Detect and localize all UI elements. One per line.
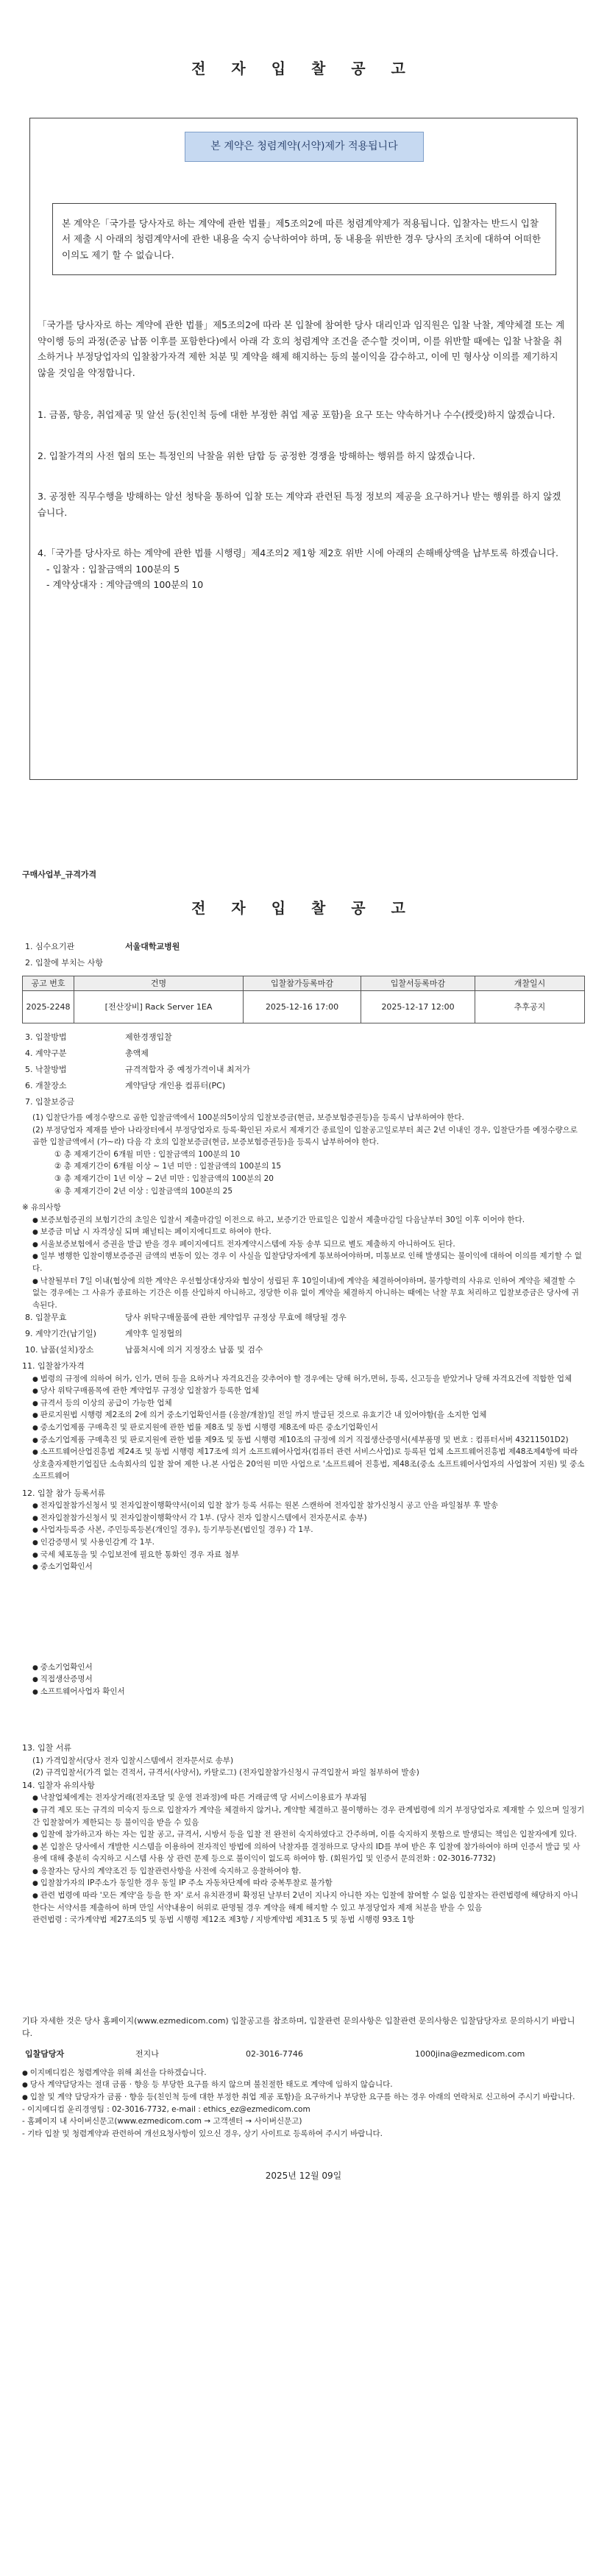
info-label: 3. 입찰방법 bbox=[25, 1032, 67, 1043]
integrity-contract-section bbox=[29, 29, 578, 780]
info-value: 납품처시에 의거 지정장소 납품 및 검수 bbox=[125, 1345, 263, 1355]
pledge-item-4 bbox=[38, 545, 569, 593]
contact-table bbox=[22, 2045, 585, 2062]
bid-items-label: 2. 입찰에 부치는 사항 bbox=[25, 958, 103, 968]
info-value: 당사 위탁구매물품에 관한 계약업무 규정상 무효에 해당될 경우 bbox=[125, 1313, 347, 1323]
registration-doc-item: ● 중소기업확인서 bbox=[22, 1561, 585, 1573]
info-label: 8. 입찰무효 bbox=[25, 1313, 67, 1323]
contact-row bbox=[22, 2045, 585, 2062]
note-item: ● 낙찰될부터 7일 이내(협상에 의한 계약은 우선협상대상자와 협상이 성립된 후 10일이내)에 계약을 체결하여야하며, 불가항력의 사유로 인하여 계약을 체결할 수 없는 경우에는 그 사유가 종료하는 기간은 이를 산입하지 아니하고, 정당한 이유 없이 계약을 체결하지 아니하는 때에는 낙찰 무효 처리하고 입찰보증금은 당사에 귀속된다. bbox=[22, 1275, 585, 1312]
registration-doc-item: ● 전자입찰참가신청서 및 전자입찰이행확약서(이외 입찰 참가 등록 서류는 원본 스캔하여 전자입찰 참가신청시 공고 안을 파일첨부 후 발송 bbox=[22, 1500, 585, 1512]
col-header: 입찰서등록마감 bbox=[361, 976, 475, 991]
integrity-title: 전 자 입 찰 공 고 bbox=[191, 60, 416, 77]
contact-name: 전지나 bbox=[135, 2048, 159, 2059]
note-item: ● 보증보험증권의 보험기간의 초일은 입찰서 제출마감일 이전으로 하고, 보증기간 만료일은 입찰서 제출마감일 다음날부터 30일 이후 이어야 한다. bbox=[22, 1214, 585, 1227]
pledge-intro: 「국가를 당사자로 하는 계약에 관한 법률」제5조의2에 따라 본 입찰에 참여한 당사 대리인과 임직원은 입찰 낙찰, 계약체결 또는 계약이행 등의 과정(준공 납품 이후를 포함한다)에서 아래 각 호의 청렴계약 조건을 준수할 것이며, 이를 위반할 때에는 입찰 낙찰을 취소하거나 부정당업자의 입찰참가자격 제한 처분 및 계약을 해제 해지하는 등의 불이익을 감수하고, 이에 민 형사상 이의를 제기하지 않을 것임을 약정합니다. bbox=[38, 319, 565, 378]
info-value: 제한경쟁입찰 bbox=[125, 1032, 172, 1043]
pledge-item-4-text: 4.「국가를 당사자로 하는 계약에 관한 법률 시행령」제4조의2 제1항 제2호 위반 시에 아래의 손해배상액을 납부토록 하겠습니다. bbox=[38, 547, 558, 558]
caution-item: 관련법령 : 국가계약법 제27조의5 및 동법 시행령 제12조 제3항 / 지방계약법 제31조 5 및 동법 시행령 93조 1항 bbox=[32, 1915, 415, 1925]
deposit-rate: ④ 총 제재기간이 2년 이상 : 입찰금액의 100분의 25 bbox=[54, 1186, 233, 1196]
info-row bbox=[22, 1047, 585, 1063]
table-cell: 2025-12-17 12:00 bbox=[361, 991, 475, 1023]
deposit-details bbox=[22, 1112, 585, 1311]
registration-doc-extra: ● 직접생산증명서 bbox=[22, 1673, 585, 1686]
registration-doc-item: ● 인감증명서 및 사용인감계 각 1부. bbox=[22, 1536, 585, 1549]
caution-item: ● 본 입찰은 당사에서 개발한 시스템을 이용하여 전자적인 방법에 의하여 낙찰자를 결정하므로 당사의 ID를 부여 받은 후 입찰에 참가하여야 하며 인증서 발급 및 사용에 대해 충분히 숙지하고 시스템 사용 상 관련 문제 등으로 불이익이 없도록 하여야 함. (회원가입 및 인증서 문의전화 : 02-3016-7732) bbox=[22, 1841, 585, 1865]
spacer bbox=[22, 1926, 585, 1970]
ethics-contact: - 기타 입찰 및 청렴계약과 관련하여 개선요청사항이 있으신 경우, 상기 사이트로 등록하여 주시기 바랍니다. bbox=[22, 2129, 383, 2138]
qualification-item: ● 판로지원법 시행령 제2조의 2에 의거 중소기업확인서를 (응찰/개찰)일 전일 까지 발급된 것으로 유효기간 내 있어야함(을 소지한 업체 bbox=[22, 1409, 585, 1422]
department-label: 구매사업부_규격가격 bbox=[22, 870, 97, 879]
registration-doc-extra: ● 소프트웨어사업자 확인서 bbox=[22, 1686, 585, 1698]
contact-label: 입찰담당자 bbox=[25, 2048, 65, 2059]
deposit-line: (1) 입찰단가를 예정수량으로 곱한 입찰금액에서 100분의5이상의 입찰보증금(현금, 보증보험증권등)을 등록시 납부하여야 한다. bbox=[32, 1113, 464, 1123]
announcement-date: 2025년 12월 09일 bbox=[265, 2171, 342, 2182]
info-label: 5. 낙찰방법 bbox=[25, 1065, 67, 1075]
info-row bbox=[22, 1063, 585, 1079]
note-item: ● 일부 병행한 입찰이행보증증권 금액의 변동이 있는 경우 이 사실을 입찰담당자에게 통보하여야하며, 미통보로 인해 발생되는 불이익에 대하여 이의를 제기할 수 없다. bbox=[22, 1250, 585, 1274]
demand-agency-label: 1. 심수요기관 bbox=[25, 942, 75, 952]
info-label: 7. 입찰보증금 bbox=[25, 1097, 75, 1107]
info-row bbox=[22, 1311, 585, 1327]
qualification-title: 11. 입찰참가자격 bbox=[22, 1361, 85, 1372]
info-row bbox=[22, 1327, 585, 1344]
table-cell: 2025-12-16 17:00 bbox=[244, 991, 361, 1023]
note-item: ● 보증금 미납 시 자격상실 되며 패널티는 페이지에디트로 하여야 한다. bbox=[22, 1226, 585, 1238]
col-header: 입찰참가등록마감 bbox=[244, 976, 361, 991]
info-row bbox=[22, 1344, 585, 1360]
integrity-pledge bbox=[38, 317, 569, 618]
qualification-item: ● 당사 위탁구매품목에 관한 계약업무 규정상 입찰참가 등록한 업체 bbox=[22, 1385, 585, 1397]
info-label: 6. 개찰장소 bbox=[25, 1081, 67, 1091]
info-row bbox=[22, 1079, 585, 1096]
bid-doc-item: (2) 규격입찰서(가격 없는 견적서, 규격서(사양서), 카탈로그) (전자입찰참가신청시 규격입찰서 파일 첨부하여 발송) bbox=[32, 1768, 419, 1778]
bid-doc-item: (1) 가격입찰서(당사 전자 입찰시스템에서 전자문서로 송부) bbox=[32, 1756, 234, 1765]
integrity-box bbox=[29, 118, 578, 780]
ethics-item: ● 이지메디컴은 청렴계약을 위해 최선을 다하겠습니다. bbox=[22, 2067, 585, 2079]
bid-announcement-section bbox=[22, 868, 585, 2183]
pledge-item-4-contractor: - 계약상대자 : 계약금액의 100분의 10 bbox=[46, 579, 204, 590]
table-cell: 2025-2248 bbox=[23, 991, 74, 1023]
bid-title: 전 자 입 찰 공 고 bbox=[191, 899, 416, 918]
info-row bbox=[22, 1096, 585, 1112]
registration-docs-title: 12. 입찰 참가 등록서류 bbox=[22, 1488, 105, 1498]
spacer bbox=[22, 1970, 585, 2015]
caution-item: ● 응찰자는 당사의 계약조건 등 입찰관련사항을 사전에 숙지하고 응찰하여야 함. bbox=[22, 1865, 585, 1878]
qualification-section bbox=[22, 1360, 585, 1926]
note-item: ● 서울보증보험에서 증권을 발급 받을 경우 페이지에디트 전자계약시스템에 자동 송부 되므로 별도 제출하지 아니하여도 된다. bbox=[22, 1238, 585, 1251]
ethics-contact: - 이지메디컴 윤리경영팀 : 02-3016-7732, e-mail : ethics_ez@ezmedicom.com bbox=[22, 2104, 310, 2114]
info-value: 규격적합자 중 예정가격이내 최저가 bbox=[125, 1065, 250, 1075]
info-value: 계약후 일정협의 bbox=[125, 1329, 182, 1339]
caution-item: ● 관련 법령에 따라 '모든 계약'을 등을 한 자' 로서 유치관경비 확정된 날부터 2년이 지나지 아니한 자는 입찰에 참여할 수 없음 입찰자는 관련법령에 해당하지 아니한다는 서약서를 제출하여 하며 만일 서약내용이 허위로 판명될 경우 계약을 해제 해지할 수 있고 부정당업자 제재 처분을 받을 수 있음 bbox=[22, 1890, 585, 1914]
registration-doc-extra: ● 중소기업확인서 bbox=[22, 1661, 585, 1674]
contact-email[interactable]: 1000jina@ezmedicom.com bbox=[415, 2048, 525, 2059]
cautions-title: 14. 입찰자 유의사항 bbox=[22, 1780, 95, 1790]
info-label: 10. 납품(설치)장소 bbox=[25, 1345, 94, 1355]
deposit-line: (2) 부정당업자 제재를 받아 나라장터에서 부정당업자로 등록·확인된 자로서 제재기간 종료일이 입찰공고일로부터 최근 2년 이내인 경우, 입찰단가를 예정수량으로 곱한 입찰금액에서 (가~라) 다음 각 호의 입찰보증금(현금, 보증보험증권등)을 등록시 납부하여야 한다. bbox=[32, 1125, 578, 1147]
closing-text: 기타 자세한 것은 당사 홈페이지(www.ezmedicom.com) 입찰공고를 참조하며, 입찰관련 문의사항은 입찰관련 문의사항은 입찰담당자로 문의하시기 바랍니다. bbox=[22, 2015, 575, 2038]
integrity-banner: 본 계약은 청렴계약(서약)제가 적용됩니다 bbox=[185, 132, 424, 162]
pledge-item-3: 3. 공정한 직무수행을 방해하는 알선 청탁을 통하여 입찰 또는 계약과 관련된 특정 정보의 제공을 요구하거나 받는 행위를 하지 않겠습니다. bbox=[38, 491, 561, 518]
registration-doc-item: ● 사업자등록증 사본, 주민등록등본(개인일 경우), 등기부등본(법인일 경우) 각 1부. bbox=[22, 1524, 585, 1536]
spacer bbox=[22, 1697, 585, 1742]
deposit-rate: ③ 총 제재기간이 1년 이상 ~ 2년 미만 : 입찰금액의 100분의 20 bbox=[54, 1174, 274, 1183]
col-header: 건명 bbox=[74, 976, 244, 991]
deposit-rate: ② 총 제재기간이 6개월 이상 ~ 1년 미만 : 입찰금액의 100분의 15 bbox=[54, 1162, 282, 1171]
col-header: 개찰일시 bbox=[475, 976, 585, 991]
info-label: 9. 계약기간(납기일) bbox=[25, 1329, 96, 1339]
qualification-item: ● 소프트웨어산업진흥법 제24조 및 동법 시행령 제17조에 의거 소프트웨어사업자(컴퓨터 관련 서비스사업)로 등록된 업체 소프트웨어진흥법 제48조제4항에 따라 상호출자제한기업집단 소속회사의 입찰 참여 제한 나.본 사업은 20억원 미만 사업으로 '소프트웨어 진흥법, 제48조(중소 소프트웨어사업자의 사업참여 지원) 및 중소 소프트웨어 bbox=[22, 1446, 585, 1483]
integrity-notice: 본 계약은「국가를 당사자로 하는 계약에 관한 법률」제5조의2에 따른 청렴계약제가 적용됩니다. 입찰자는 반드시 입찰서 제출 시 아래의 청렴계약서에 관한 내용을 숙지 승낙하여야 하며, 동 내용을 위반한 경우 당사의 조치에 대하여 어떠한 이의도 제기 할 수 없습니다. bbox=[52, 203, 556, 275]
ethics-section bbox=[22, 2067, 585, 2140]
pledge-item-1: 1. 금품, 향응, 취업제공 및 알선 등(친인척 등에 대한 부정한 취업 제공 포함)을 요구 또는 약속하거나 수수(授受)하지 않겠습니다. bbox=[38, 409, 555, 420]
ethics-item: ● 당사 계약담당자는 절대 금품 · 향응 등 부당한 요구를 하지 않으며 불친절한 태도로 계약에 임하지 않습니다. bbox=[22, 2079, 585, 2091]
registration-doc-item: ● 전자입찰참가신청서 및 전자입찰이행확약서 각 1부. (당사 전자 입찰시스템에서 전자문서로 송부) bbox=[22, 1512, 585, 1525]
info-row bbox=[22, 1031, 585, 1047]
bid-items-heading bbox=[22, 957, 585, 973]
contact-phone: 02-3016-7746 bbox=[246, 2048, 303, 2059]
caution-item: ● 낙찰업체에게는 전자상거래(전자조달 및 운영 전과정)에 따른 거래금액 당 서비스이용료가 부과됨 bbox=[22, 1792, 585, 1804]
demand-agency-value: 서울대학교병원 bbox=[125, 942, 180, 952]
ethics-item: ● 입찰 및 계약 담당자가 금품 · 향응 등(친인척 등에 대한 부정한 취업 제공 포함)을 요구하거나 부당한 요구를 하는 경우 아래의 연락처로 신고하여 주시기 바랍니다. bbox=[22, 2091, 585, 2104]
info-label: 4. 계약구분 bbox=[25, 1049, 67, 1059]
bid-docs-title: 13. 입찰 서류 bbox=[22, 1743, 71, 1753]
demand-agency-row bbox=[22, 940, 585, 957]
registration-doc-item: ● 국세 체포동을 및 수입보전에 필요한 통화인 경우 자료 첨부 bbox=[22, 1549, 585, 1561]
qualification-item: ● 법령의 규정에 의하여 허가, 인가, 면허 등을 요하거나 자격요건을 갖추어야 할 경우에는 당해 허가,면허, 등록, 신고등을 받았거나 당해 자격요건에 적합한 업체 bbox=[22, 1373, 585, 1385]
info-value: 총액제 bbox=[125, 1049, 149, 1059]
qualification-item: ● 중소기업제품 구매촉진 및 판로지원에 관한 법률 제9조 및 동법 시행령 제10조의 규정에 의거 직접생산증명서(세부품명 및 번호 : 컴퓨터서버 43211501D2) bbox=[22, 1434, 585, 1447]
ethics-contact: - 홈페이지 내 사이버신문고(www.ezmedicom.com → 고객센터 → 사이버신문고) bbox=[22, 2117, 302, 2126]
deposit-rate: ① 총 제재기간이 6개월 미만 : 입찰금액의 100분의 10 bbox=[54, 1149, 241, 1159]
spacer bbox=[22, 1617, 585, 1661]
table-cell: [전산장비] Rack Server 1EA bbox=[74, 991, 244, 1023]
col-header: 공고 번호 bbox=[23, 976, 74, 991]
qualification-item: ● 중소기업제품 구매촉진 및 판로지원에 관한 법률 제8조 및 동법 시행령 제8조에 따른 중소기업확인서 bbox=[22, 1422, 585, 1434]
caution-item: ● 입찰에 참가하고자 하는 자는 입찰 공고, 규격서, 시방서 등을 입찰 전 완전히 숙지하였다고 간주하며, 이를 숙지하지 못함으로 발생되는 책임은 입찰자에게 있다. bbox=[22, 1828, 585, 1841]
bid-items-table bbox=[22, 976, 585, 1023]
pledge-item-4-bidder: - 입찰자 : 입찰금액의 100분의 5 bbox=[46, 563, 180, 575]
table-cell: 추후공지 bbox=[475, 991, 585, 1023]
qualification-item: ● 규격서 등의 이상의 공급이 가능한 업체 bbox=[22, 1397, 585, 1410]
info-value: 계약담당 개인용 컴퓨터(PC) bbox=[125, 1081, 226, 1091]
table-row bbox=[23, 991, 585, 1023]
pledge-item-2: 2. 입찰가격의 사전 협의 또는 특정인의 낙찰을 위한 담합 등 공정한 경쟁을 방해하는 행위를 하지 않겠습니다. bbox=[38, 450, 475, 461]
caution-item: ● 규격 제모 또는 규격의 미숙지 등으로 입찰자가 계약을 체결하지 않거나, 계약할 체결하고 불이행하는 경우 관계법령에 의거 부정당업자로 제재할 수 있으며 일정기간 입찰참여가 제한되는 등 불이익을 받을 수 있음 bbox=[22, 1804, 585, 1828]
spacer bbox=[22, 1573, 585, 1617]
caution-item: ● 입찰참가자의 IP주소가 동일한 경우 동일 IP 주소 자동차단제에 따라 중복투찰로 불가함 bbox=[22, 1877, 585, 1890]
notes-title: ※ 유의사항 bbox=[22, 1203, 61, 1213]
